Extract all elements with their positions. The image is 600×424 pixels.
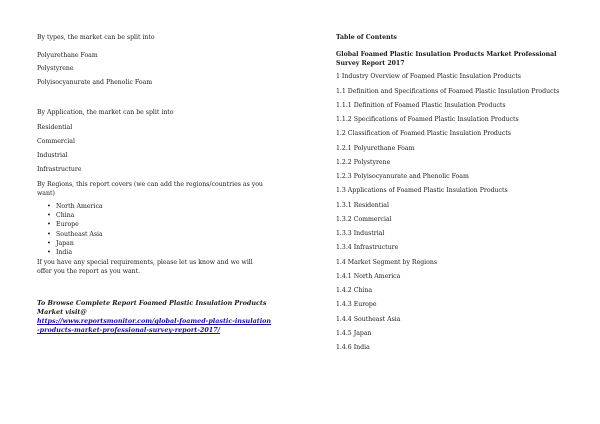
toc-item: 1.1.1 Definition of Foamed Plastic Insulation Products xyxy=(336,102,506,109)
regions-intro: By Regions, this report covers (we can add the regions/countries as you want) xyxy=(37,181,263,197)
toc-item: 1.4.1 North America xyxy=(336,273,401,280)
toc-item: 1.4.3 Europe xyxy=(336,301,377,308)
toc-item: 1.3 Applications of Foamed Plastic Insulation Products xyxy=(336,187,508,194)
toc-item: 1.1 Definition and Specifications of Foamed Plastic Insulation Products xyxy=(336,88,560,95)
toc-item: 1.1.2 Specifications of Foamed Plastic Insulation Products xyxy=(336,116,519,123)
toc-item: 1.3.4 Infrastructure xyxy=(336,244,399,251)
application-item: Residential xyxy=(37,124,73,131)
browse-label: To Browse Complete Report Foamed Plastic Insulation Products Market visit@ xyxy=(37,299,267,316)
report-link[interactable]: https://www.reportsmonitor.com/global-foamed-plastic-insulation-products-market-professional-survey-report-2017/ xyxy=(37,317,272,334)
application-intro: By Application, the market can be split into xyxy=(37,109,174,116)
application-item: Commercial xyxy=(37,138,75,145)
region-item: • Japan xyxy=(47,239,103,248)
toc-item: 1.2 Classification of Foamed Plastic Insulation Products xyxy=(336,130,511,137)
toc-item: 1 Industry Overview of Foamed Plastic Insulation Products xyxy=(336,73,521,80)
regions-list xyxy=(37,202,103,257)
toc-item: 1.3.2 Commercial xyxy=(336,216,392,223)
region-item: • Southeast Asia xyxy=(47,230,103,239)
toc-item: 1.4.5 Japan xyxy=(336,330,372,337)
special-requirements: If you have any special requirements, please let us know and we will offer you the report as you want. xyxy=(37,259,253,275)
region-item: • China xyxy=(47,211,103,220)
region-item: • North America xyxy=(47,202,103,211)
toc-item: 1.4.6 India xyxy=(336,344,370,351)
toc-item: 1.3.1 Residential xyxy=(336,202,389,209)
application-item: Industrial xyxy=(37,152,68,159)
toc-item: 1.3.3 Industrial xyxy=(336,230,385,237)
toc-item: 1.2.2 Polystyrene xyxy=(336,159,391,166)
toc-item: 1.2.3 Polyisocyanurate and Phenolic Foam xyxy=(336,173,469,180)
type-item: Polyurethane Foam xyxy=(37,52,98,59)
report-title: Global Foamed Plastic Insulation Products Market Professional Survey Report 2017 xyxy=(336,51,557,67)
toc-item: 1.4.2 China xyxy=(336,287,373,294)
browse-report xyxy=(37,299,273,335)
toc-item: 1.2.1 Polyurethane Foam xyxy=(336,145,415,152)
type-item: Polyisocyanurate and Phenolic Foam xyxy=(37,79,153,86)
type-item: Polystyrene xyxy=(37,65,74,72)
toc-heading: Table of Contents xyxy=(336,34,397,41)
application-item: Infrastructure xyxy=(37,166,82,173)
region-item: • Europe xyxy=(47,220,103,229)
types-intro: By types, the market can be split into xyxy=(37,34,155,41)
toc-item: 1.4.4 Southeast Asia xyxy=(336,316,401,323)
toc-item: 1.4 Market Segment by Regions xyxy=(336,259,438,266)
region-item: • India xyxy=(47,248,103,257)
